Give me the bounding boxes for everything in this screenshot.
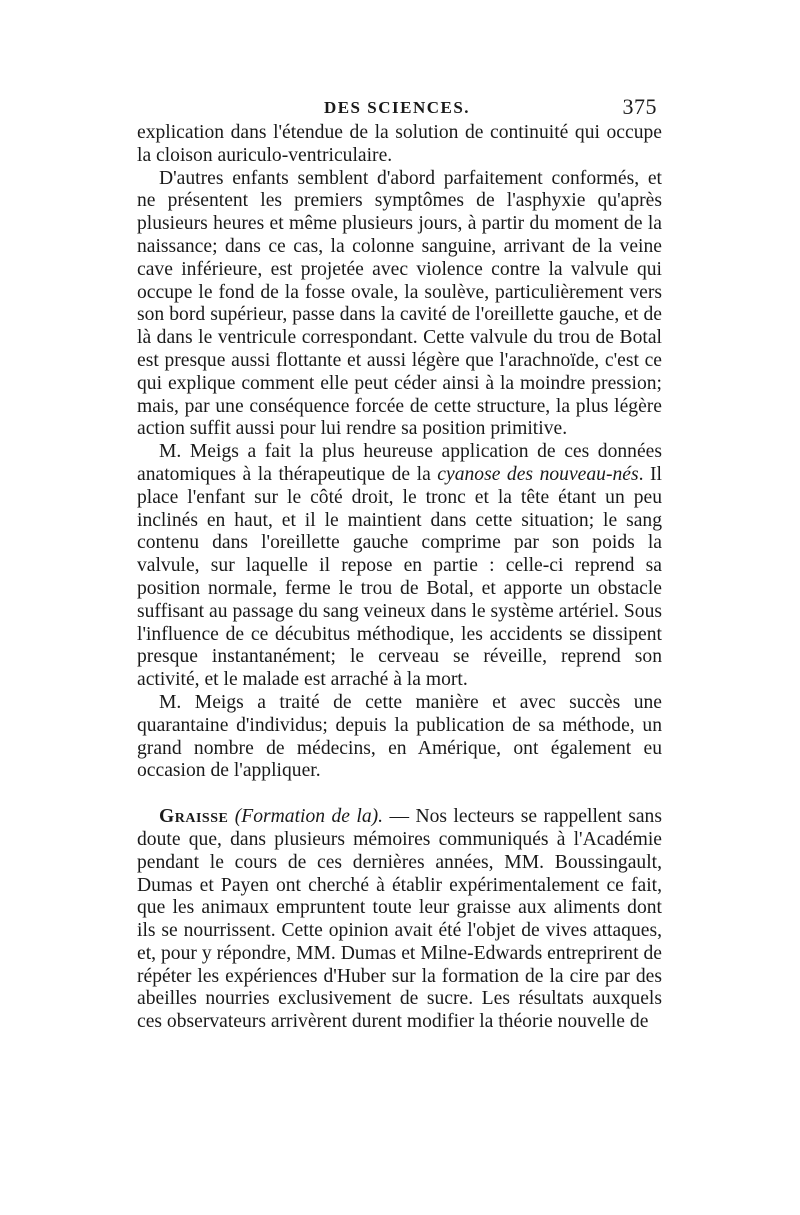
italic-term: cyanose des nouveau-nés bbox=[437, 463, 639, 485]
paragraph-text: — Nos lecteurs se rappellent sans doute que, dans plusieurs mémoires communiqués à l'Académie pendant le cours de ces dernières années, MM. Boussingault, Dumas et Payen ont cherché à établir expérimentalement ce fait, que les animaux empruntent toute leur graisse aux aliments dont ils se nourrissent. Cette opinion avait été l'objet de vives attaques, et, pour y répondre, MM. Dumas et Milne-Edwards entreprirent de répéter les expériences d'Huber sur la formation de la cire par des abeilles nourries exclusivement de sucre. Les résultats auxquels ces observateurs arrivèrent durent modifier la théorie nouvelle de bbox=[137, 806, 662, 1033]
text-body bbox=[137, 122, 662, 1034]
section-graisse bbox=[137, 806, 662, 1034]
page-header bbox=[137, 94, 657, 124]
page-number: 375 bbox=[622, 94, 657, 119]
section-subheading: (Formation de la). bbox=[234, 806, 384, 828]
paragraph-meigs-treatment bbox=[137, 441, 662, 692]
running-title: DES SCIENCES. bbox=[323, 98, 471, 117]
section-heading: Graisse bbox=[159, 806, 229, 828]
paragraph-text: . Il place l'enfant sur le côté droit, le tronc et la tête étant un peu inclinés en haut, et il le maintient dans cette situation; le sang contenu dans l'oreillette gauche comprime par son poids la valvule, sur laquelle il repose en partie : celle-ci reprend sa position normale, ferme le trou de Botal, et apporte un obstacle suffisant au passage du sang veineux dans le système artériel. Sous l'influence de ce décubitus méthodique, les accidents se dissipent presque instantanément; le cerveau se réveille, reprend son activité, et le malade est arraché à la mort. bbox=[137, 463, 663, 691]
paragraph-text: M. Meigs a fait la plus heureuse application de ces données anatomiques à la thérapeutique de la bbox=[137, 441, 662, 485]
paragraph-continuation: explication dans l'étendue de la solution de continuité qui occupe la cloison auriculo-ventriculaire. bbox=[137, 122, 662, 166]
paragraph-meigs-results: M. Meigs a traité de cette manière et avec succès une quarantaine d'individus; depuis la publication de sa méthode, un grand nombre de médecins, en Amérique, ont également eu occasion de l'appliquer. bbox=[137, 691, 662, 782]
paragraph-asphyxia: D'autres enfants semblent d'abord parfaitement conformés, et ne présentent les premiers symptômes de l'asphyxie qu'après plusieurs heures et même plusieurs jours, à partir du moment de la naissance; dans ce cas, la colonne sanguine, arrivant de la veine cave inférieure, est projetée avec violence contre la valvule qui occupe le fond de la fosse ovale, la soulève, particulièrement vers son bord supérieur, passe dans la cavité de l'oreillette gauche, et de là dans le ventricule correspondant. Cette valvule du trou de Botal est presque aussi flottante et aussi légère que l'arachnoïde, c'est ce qui explique comment elle peut céder ainsi à la moindre pression; mais, par une conséquence forcée de cette structure, la plus légère action suffit aussi pour lui rendre sa position primitive. bbox=[137, 167, 662, 440]
